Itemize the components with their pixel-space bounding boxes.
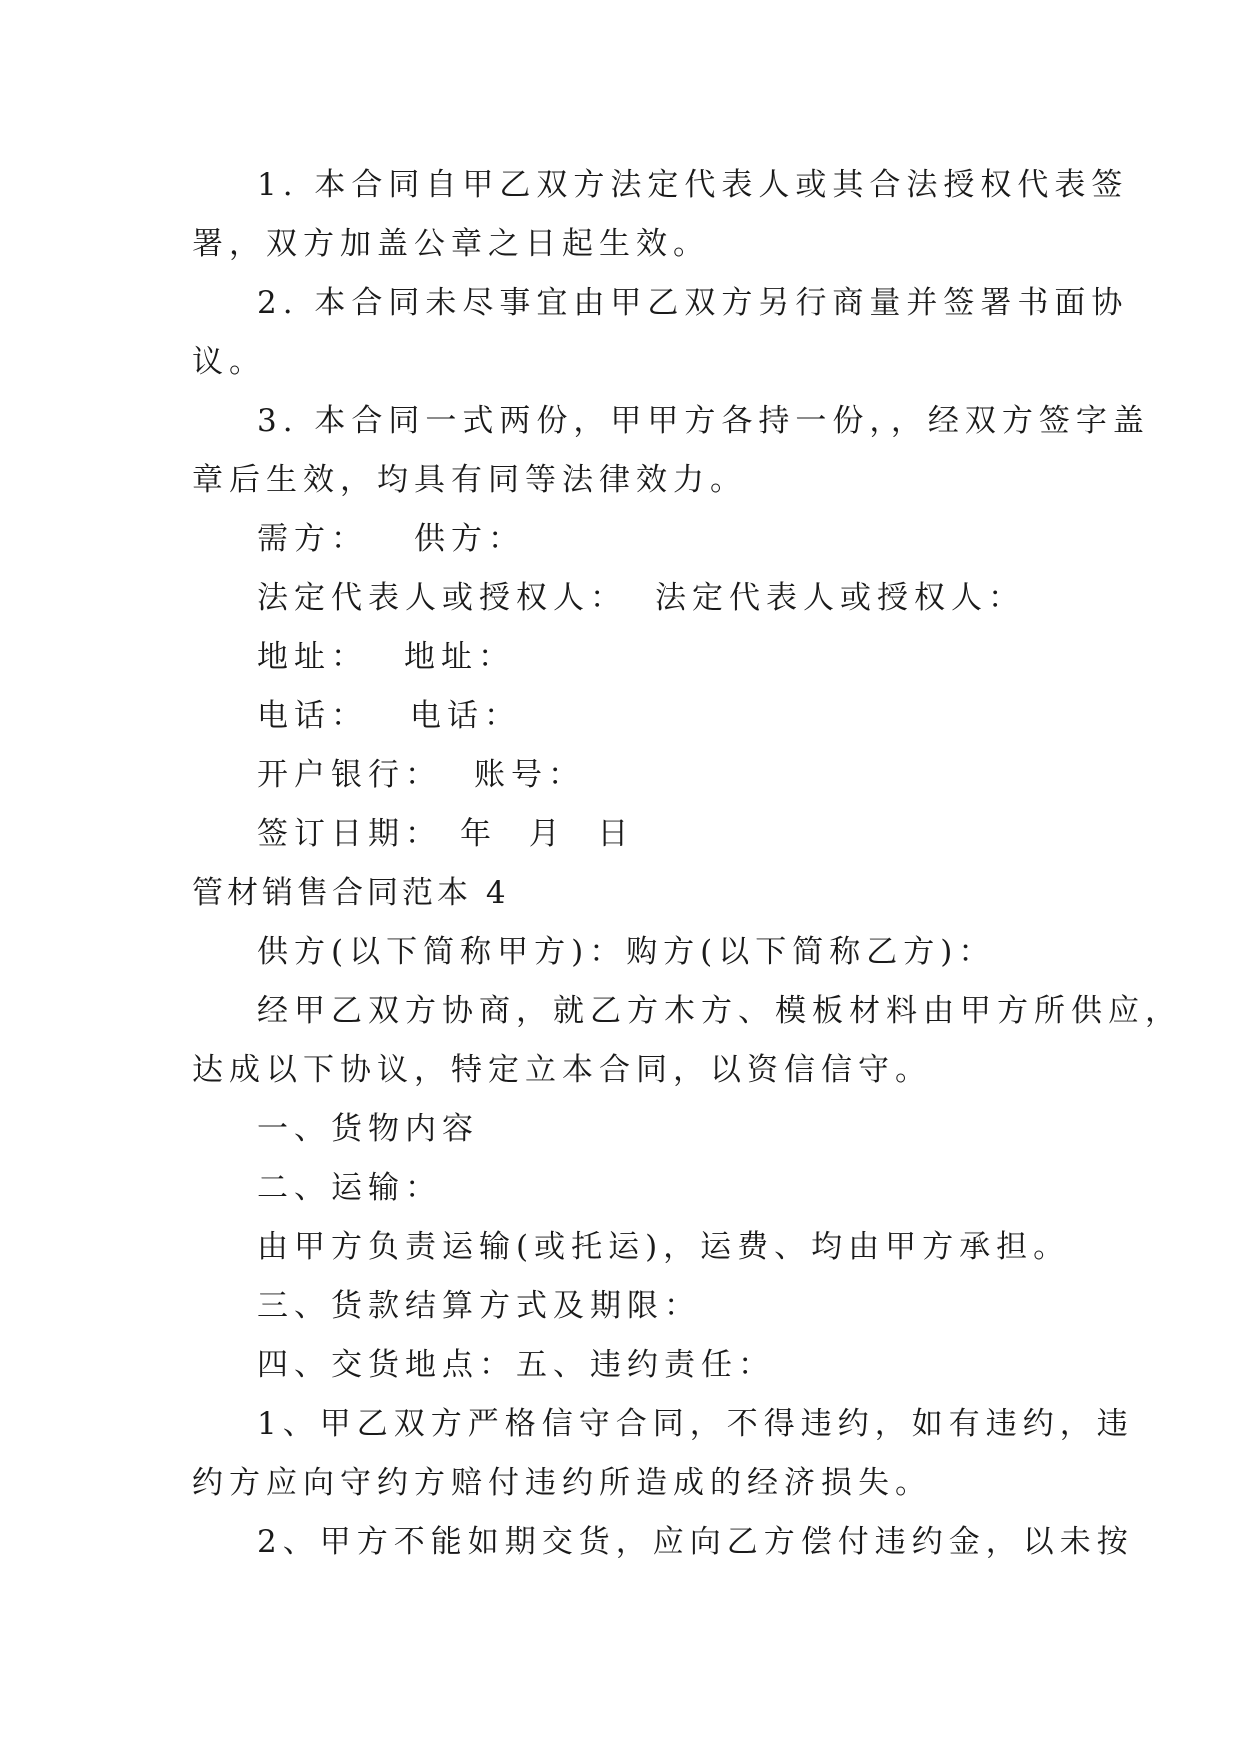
clause-1-line-2: 署，双方加盖公章之日起生效。 (192, 226, 710, 262)
signature-row-phone (192, 687, 1054, 746)
account-label: 账号： (474, 757, 585, 793)
liability-1-line-2: 约方应向守约方赔付违约所造成的经济损失。 (192, 1465, 932, 1501)
clause-1-line-1: 1. 本合同自甲乙双方法定代表人或其合法授权代表签 (257, 167, 1129, 203)
agreement-line-1: 经甲乙双方协商，就乙方木方、模板材料由甲方所供应， (257, 993, 1182, 1029)
document-body (192, 156, 1182, 1572)
transport-detail: 由甲方负责运输(或托运)，运费、均由甲方承担。 (257, 1229, 1071, 1265)
sign-date-value: 年 月 日 (460, 816, 635, 852)
article-transport: 二、运输： (257, 1170, 442, 1206)
article-goods: 一、货物内容 (257, 1111, 479, 1147)
supplier-address-label: 地址： (404, 639, 515, 675)
liability-1-line-1: 1、甲乙双方严格信守合同，不得违约，如有违约，违 (257, 1406, 1134, 1442)
article-delivery-liability: 四、交货地点：五、违约责任： (257, 1347, 775, 1383)
agreement-line-2: 达成以下协议，特定立本合同，以资信信守。 (192, 1052, 932, 1088)
clause-3-line-1: 3. 本合同一式两份，甲甲方各持一份，，经双方签字盖 (257, 403, 1150, 439)
signature-row-representative (192, 569, 1054, 628)
signature-row-address (192, 628, 1054, 687)
signature-row-bank (192, 746, 1054, 805)
buyer-representative-label: 法定代表人或授权人： (257, 580, 627, 616)
supplier-label: 供方： (414, 521, 525, 557)
clause-3-line-2: 章后生效，均具有同等法律效力。 (192, 462, 747, 498)
clause-2-line-1: 2. 本合同未尽事宜由甲乙双方另行商量并签署书面协 (257, 285, 1129, 321)
liability-2-line-1: 2、甲方不能如期交货，应向乙方偿付违约金，以未按 (257, 1524, 1134, 1560)
signature-row-parties (192, 510, 1054, 569)
buyer-label: 需方： (257, 521, 368, 557)
signature-row-date (192, 805, 1054, 864)
buyer-address-label: 地址： (257, 639, 368, 675)
parties-line: 供方(以下简称甲方)：购方(以下简称乙方)： (257, 934, 996, 970)
article-payment: 三、货款结算方式及期限： (257, 1288, 701, 1324)
supplier-representative-label: 法定代表人或授权人： (655, 580, 1025, 616)
bank-label: 开户银行： (257, 757, 442, 793)
section-title: 管材销售合同范本 4 (192, 875, 510, 911)
supplier-phone-label: 电话： (410, 698, 521, 734)
sign-date-label: 签订日期： (257, 816, 442, 852)
buyer-phone-label: 电话： (257, 698, 368, 734)
clause-2-line-2: 议。 (192, 344, 266, 380)
